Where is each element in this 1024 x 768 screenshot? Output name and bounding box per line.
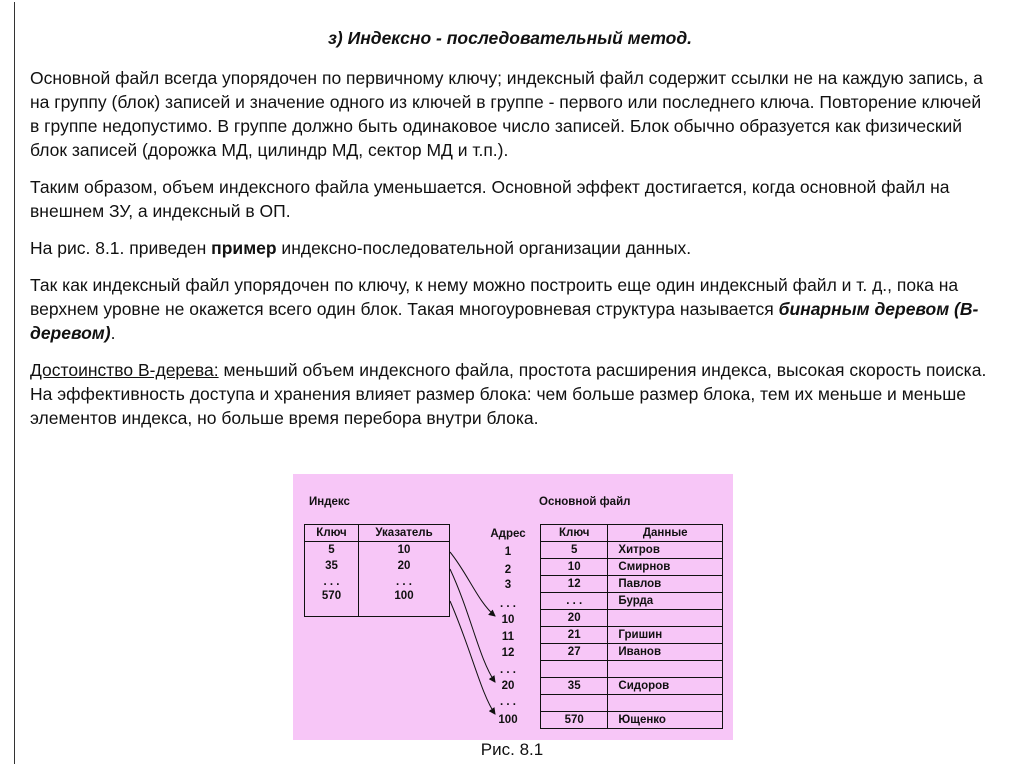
main-data-cell: Ющенко: [608, 712, 723, 729]
address-value: . . .: [500, 696, 516, 708]
paragraph-5: [30, 358, 990, 430]
paragraph-4-term: бинарным деревом (В-деревом): [30, 299, 979, 343]
main-file-label: Основной файл: [539, 496, 631, 508]
index-key-cell: 5: [305, 542, 359, 559]
section-title: з) Индексно - последовательный метод.: [327, 28, 693, 48]
paragraph-3-text-end: индексно-последовательной организации данных.: [276, 238, 692, 258]
main-data-cell: Смирнов: [608, 559, 723, 576]
index-header-pointer: Указатель: [359, 525, 450, 542]
index-key-cell: 570: [305, 590, 359, 617]
main-key-cell: 21: [541, 627, 608, 644]
paragraph-5-text: меньший объем индексного файла, простота расширения индекса, высокая скорость поиска. На эффективность доступа и хранения влияет размер блока: чем больше размер блока, тем их меньше и меньше элементов индекса, но больше время перебора внутри блока.: [30, 360, 987, 428]
index-pointer-cell: 100: [359, 590, 450, 617]
index-pointer-cell: 10: [359, 542, 450, 559]
index-header-key: Ключ: [305, 525, 359, 542]
pointer-arrows: [293, 474, 733, 740]
main-data-cell: Хитров: [608, 542, 723, 559]
address-value: . . .: [500, 598, 516, 610]
index-key-cell: 35: [305, 558, 359, 574]
paragraph-3: [30, 236, 990, 260]
address-value: . . .: [500, 664, 516, 676]
main-key-cell: 5: [541, 542, 608, 559]
main-key-cell: 35: [541, 678, 608, 695]
main-key-cell: 570: [541, 712, 608, 729]
paragraph-5-heading: Достоинство В-дерева:: [30, 360, 219, 380]
paragraph-3-text: На рис. 8.1. приведен: [30, 238, 212, 258]
main-header-data: Данные: [608, 525, 723, 542]
paragraph-1: Основной файл всегда упорядочен по первичному ключу; индексный файл содержит ссылки не на каждую запись, а на группу (блок) записей и значение одного из ключей в группе - первого или последнего ключа. Повторение ключей в группе недопустимо. В группе должно быть одинаковое число записей. Блок обычно образуется как физический блок записей (дорожка МД, цилиндр МД, сектор МД и т.п.).: [30, 68, 983, 160]
address-value: 2: [504, 564, 512, 576]
main-key-cell: 27: [541, 644, 608, 661]
address-value: 1: [504, 546, 512, 558]
index-pointer-cell: 20: [359, 558, 450, 574]
main-header-key: Ключ: [541, 525, 608, 542]
main-key-cell: 12: [541, 576, 608, 593]
index-key-cell: . . .: [305, 574, 359, 590]
main-data-cell: Бурда: [608, 593, 723, 610]
address-value: 100: [498, 714, 518, 726]
main-key-cell: . . .: [541, 593, 608, 610]
document-body: [30, 26, 990, 443]
index-label: Индекс: [309, 496, 350, 508]
figure-8-1: [293, 474, 733, 740]
index-pointer-cell: . . .: [359, 574, 450, 590]
address-header: Адрес: [490, 528, 526, 540]
paragraph-2: Таким образом, объем индексного файла уменьшается. Основной эффект достигается, когда основной файл на внешнем ЗУ, а индексный в ОП.: [30, 177, 950, 221]
address-value: 10: [501, 614, 515, 626]
main-data-cell: Гришин: [608, 627, 723, 644]
main-data-cell: Сидоров: [608, 678, 723, 695]
main-key-cell: 10: [541, 559, 608, 576]
address-value: 3: [504, 579, 512, 591]
main-data-cell: Иванов: [608, 644, 723, 661]
address-value: 12: [501, 647, 515, 659]
main-data-cell: Павлов: [608, 576, 723, 593]
paragraph-4: [30, 273, 990, 345]
paragraph-4-text: Так как индексный файл упорядочен по ключу, к нему можно построить еще один индексный файл и т. д., пока на верхнем уровне не окажется всего один блок. Такая многоуровневая структура называется: [30, 275, 959, 319]
address-value: 20: [501, 680, 515, 692]
address-value: 11: [501, 631, 515, 643]
paragraph-3-bold: пример: [211, 238, 277, 258]
arrow-to-100: [450, 601, 495, 714]
figure-caption: Рис. 8.1: [480, 740, 544, 759]
paragraph-4-end: .: [110, 323, 116, 343]
main-key-cell: 20: [541, 610, 608, 627]
